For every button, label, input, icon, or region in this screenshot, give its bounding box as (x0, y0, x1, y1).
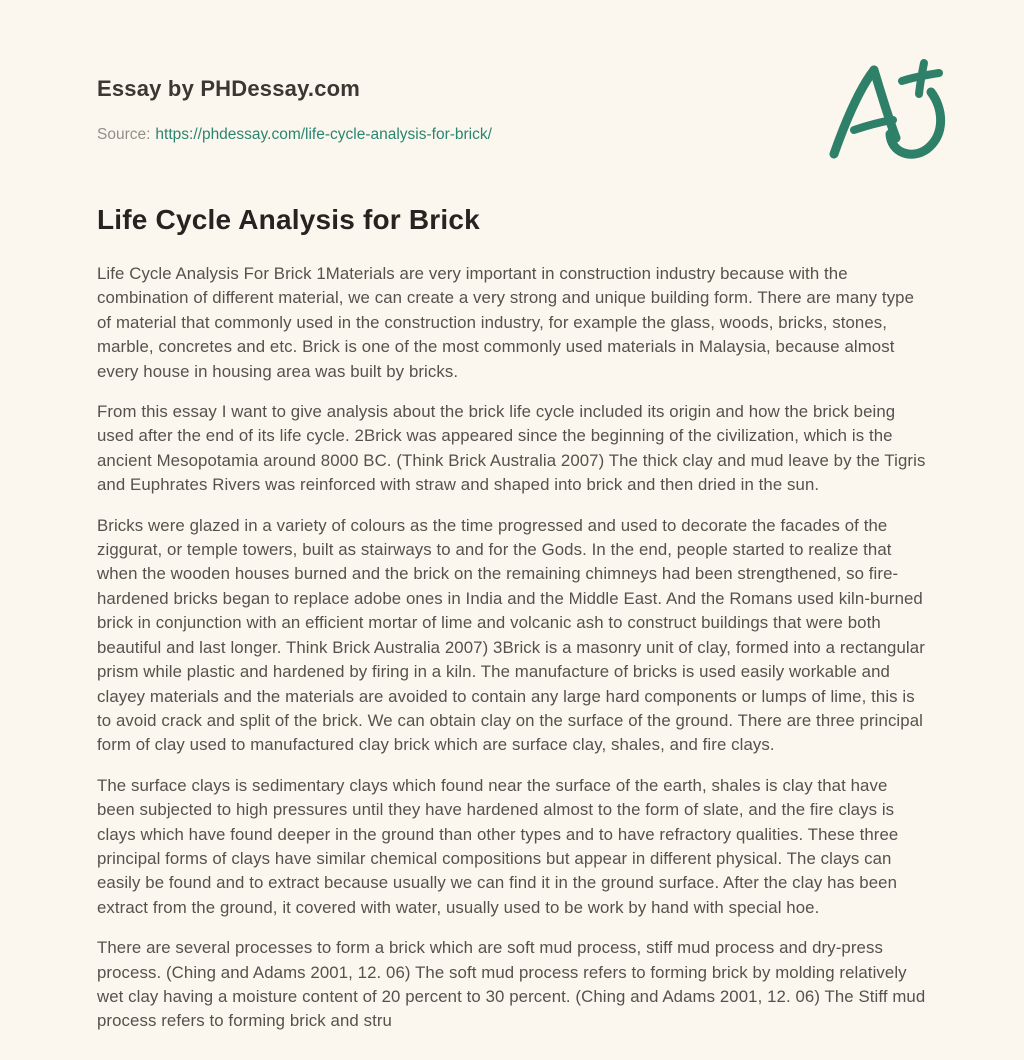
site-title: Essay by PHDessay.com (97, 76, 361, 101)
essay-title: Life Cycle Analysis for Brick (97, 204, 480, 235)
essay-paragraph: There are several processes to form a brick which are soft mud process, stiff mud process and dry-press process. (Ching and Adams 2001, 12. 06) The soft mud process refers to forming brick by molding relatively wet clay having a moisture content of 20 percent to 30 percent. (Ching and Adams 2001, 12. 06) The Stiff mud process refers to forming brick and stru (97, 938, 926, 1031)
source-label: Source: (97, 126, 151, 143)
phdessay-a-plus-logo-icon (820, 56, 962, 166)
source-line (97, 126, 927, 144)
essay-paragraph: From this essay I want to give analysis about the brick life cycle included its origin and how the brick being used after the end of its life cycle. 2Brick was appeared since the beginning of the civilization, which is the ancient Mesopotamia around 8000 BC. (Think Brick Australia 2007) The thick clay and mud leave by the Tigris and Euphrates Rivers was reinforced with straw and shaped into brick and then dried in the sun. (97, 402, 926, 495)
essay-paragraph: Bricks were glazed in a variety of colours as the time progressed and used to decorate the facades of the ziggurat, or temple towers, built as stairways to and for the Gods. In the end, people started to realize that when the wooden houses burned and the brick on the remaining chimneys had been strengthened, so fire-hardened bricks began to replace adobe ones in India and the Middle East. And the Romans used kiln-burned brick in conjunction with an efficient mortar of lime and volcanic ash to construct buildings that were both beautiful and last longer. Think Brick Australia 2007) 3Brick is a masonry unit of clay, formed into a rectangular prism while plastic and hardened by firing in a kiln. The manufacture of bricks is used easily workable and clayey materials and the materials are avoided to contain any large hard components or lumps of lime, this is to avoid crack and split of the brick. We can obtain clay on the surface of the ground. There are three principal form of clay used to manufactured clay brick which are surface clay, shales, and fire clays. (97, 515, 925, 755)
source-link[interactable]: https://phdessay.com/life-cycle-analysis-for-brick/ (155, 126, 492, 143)
page-header (97, 76, 927, 144)
essay-paragraph: The surface clays is sedimentary clays which found near the surface of the earth, shales is clay that have been subjected to high pressures until they have hardened almost to the form of slate, and the fire clays is clays which have found deeper in the ground than other types and to have refractory qualities. These three principal forms of clays have similar chemical compositions but appear in different physical. The clays can easily be found and to extract because usually we can find it in the ground surface. After the clay has been extract from the ground, it covered with water, usually used to be work by hand with special hoe. (97, 775, 899, 917)
essay-body (97, 262, 927, 1034)
essay-paragraph: Life Cycle Analysis For Brick 1Materials are very important in construction industry because with the combination of different material, we can create a very strong and unique building form. There are many type of material that commonly used in the construction industry, for example the glass, woods, bricks, stones, marble, concretes and etc. Brick is one of the most commonly used materials in Malaysia, because almost every house in housing area was built by bricks. (97, 264, 915, 381)
